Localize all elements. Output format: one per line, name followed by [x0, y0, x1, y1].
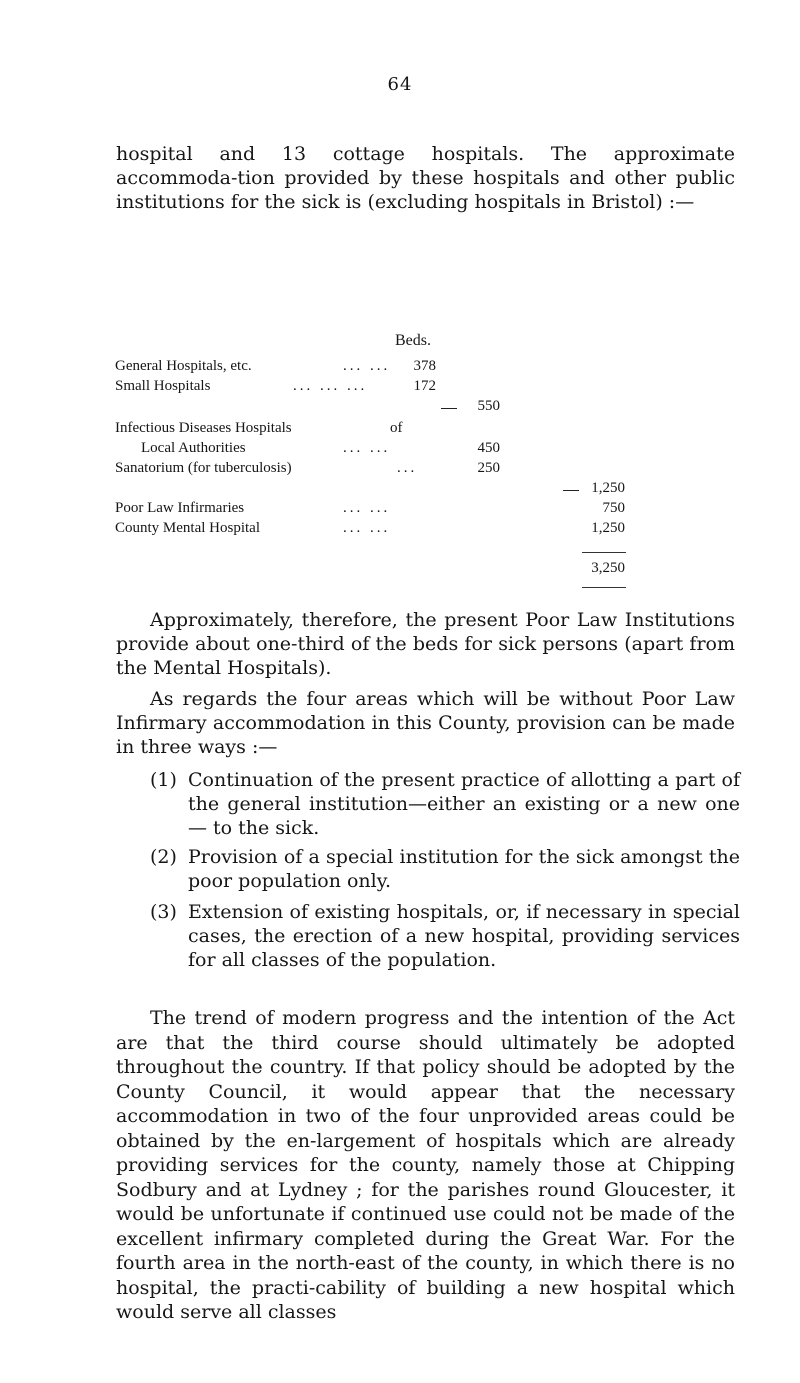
- beds-table: [115, 0, 695, 540]
- total-bottom-rule: [582, 587, 626, 588]
- table-row-subtotal: [115, 480, 695, 500]
- leader-dots: ... ...: [343, 358, 391, 374]
- beds-value: 1,250: [591, 520, 625, 536]
- subtotal-value: 1,250: [591, 480, 625, 496]
- table-row-subtotal: [115, 398, 695, 418]
- list-text: Extension of existing hospitals, or, if necessary in special cases, the erection of a new hospital, providing services for all classes of the population.: [188, 901, 740, 971]
- beds-value: 378: [413, 358, 436, 374]
- table-row: [115, 378, 695, 398]
- row-label: Sanatorium (for tuberculosis): [115, 460, 292, 476]
- list-text: Provision of a special institution for the sick amongst the poor population only.: [188, 846, 740, 892]
- table-row: [115, 440, 695, 460]
- beds-value: 450: [477, 440, 500, 456]
- table-row: [115, 460, 695, 480]
- leader-dots: ... ...: [343, 440, 391, 456]
- row-label: Poor Law Infirmaries: [115, 500, 245, 516]
- dash-rule: [563, 490, 579, 491]
- table-row: [115, 520, 695, 540]
- approx-paragraph: [116, 608, 735, 680]
- list-number: (1): [150, 769, 177, 791]
- row-label-cont: of: [390, 420, 403, 436]
- beds-value: 172: [413, 378, 436, 394]
- row-label: County Mental Hospital: [115, 520, 260, 536]
- leader-dots: ... ...: [343, 520, 391, 536]
- beds-value: 750: [602, 500, 625, 516]
- leader-dots: ... ...: [343, 500, 391, 516]
- approx-text: Approximately, therefore, the present Poor Law Institutions provide about one-third of the beds for sick persons (apart from the Mental Hospitals).: [116, 609, 735, 679]
- leader-dots: ... ... ...: [293, 378, 368, 394]
- regards-paragraph: As regards the four areas which will be without Poor Law Infirmary accommodation in this County, provision can be made in three ways :—: [116, 688, 735, 758]
- intro-paragraph: hospital and 13 cottage hospitals. The approximate accommoda-tion provided by these hospitals and other public institutions for the sick is (excluding hospitals in Bristol) :—: [116, 143, 735, 213]
- beds-column-header: Beds.: [395, 332, 431, 349]
- row-label: Local Authorities: [141, 440, 246, 456]
- row-label: General Hospitals, etc.: [115, 358, 252, 374]
- list-number: (2): [150, 846, 177, 868]
- table-row: [115, 358, 695, 378]
- row-label: Small Hospitals: [115, 378, 211, 394]
- final-paragraph: The trend of modern progress and the intention of the Act are that the third course should ultimately be adopted throughout the country. If that policy should be adopted by the County Council, it would appear that the necessary accommodation in two of the four unprovided areas could be obtained by the en-largement of hospitals which are already providing services for the county, namely those at Chipping Sodbury and at Lydney ; for the parishes round Gloucester, it would be unfortunate if continued use could not be made of the excellent infirmary completed during the Great War. For the fourth area in the north-east of the county, in which there is no hospital, the practi-cability of building a new hospital which would serve all classes: [116, 1007, 735, 1323]
- total-value: 3,250: [591, 560, 625, 576]
- table-row: [115, 420, 695, 440]
- page-number: 64: [387, 74, 413, 95]
- row-label: Infectious Diseases Hospitals: [115, 420, 292, 436]
- list-text: Continuation of the present practice of allotting a part of the general institution—either an existing or a new one— to the sick.: [188, 769, 740, 839]
- total-top-rule: [582, 552, 626, 553]
- beds-value: 250: [477, 460, 500, 476]
- subtotal-value: 550: [477, 398, 500, 414]
- table-row: [115, 500, 695, 520]
- leader-dots: ...: [397, 460, 418, 476]
- list-number: (3): [150, 901, 177, 923]
